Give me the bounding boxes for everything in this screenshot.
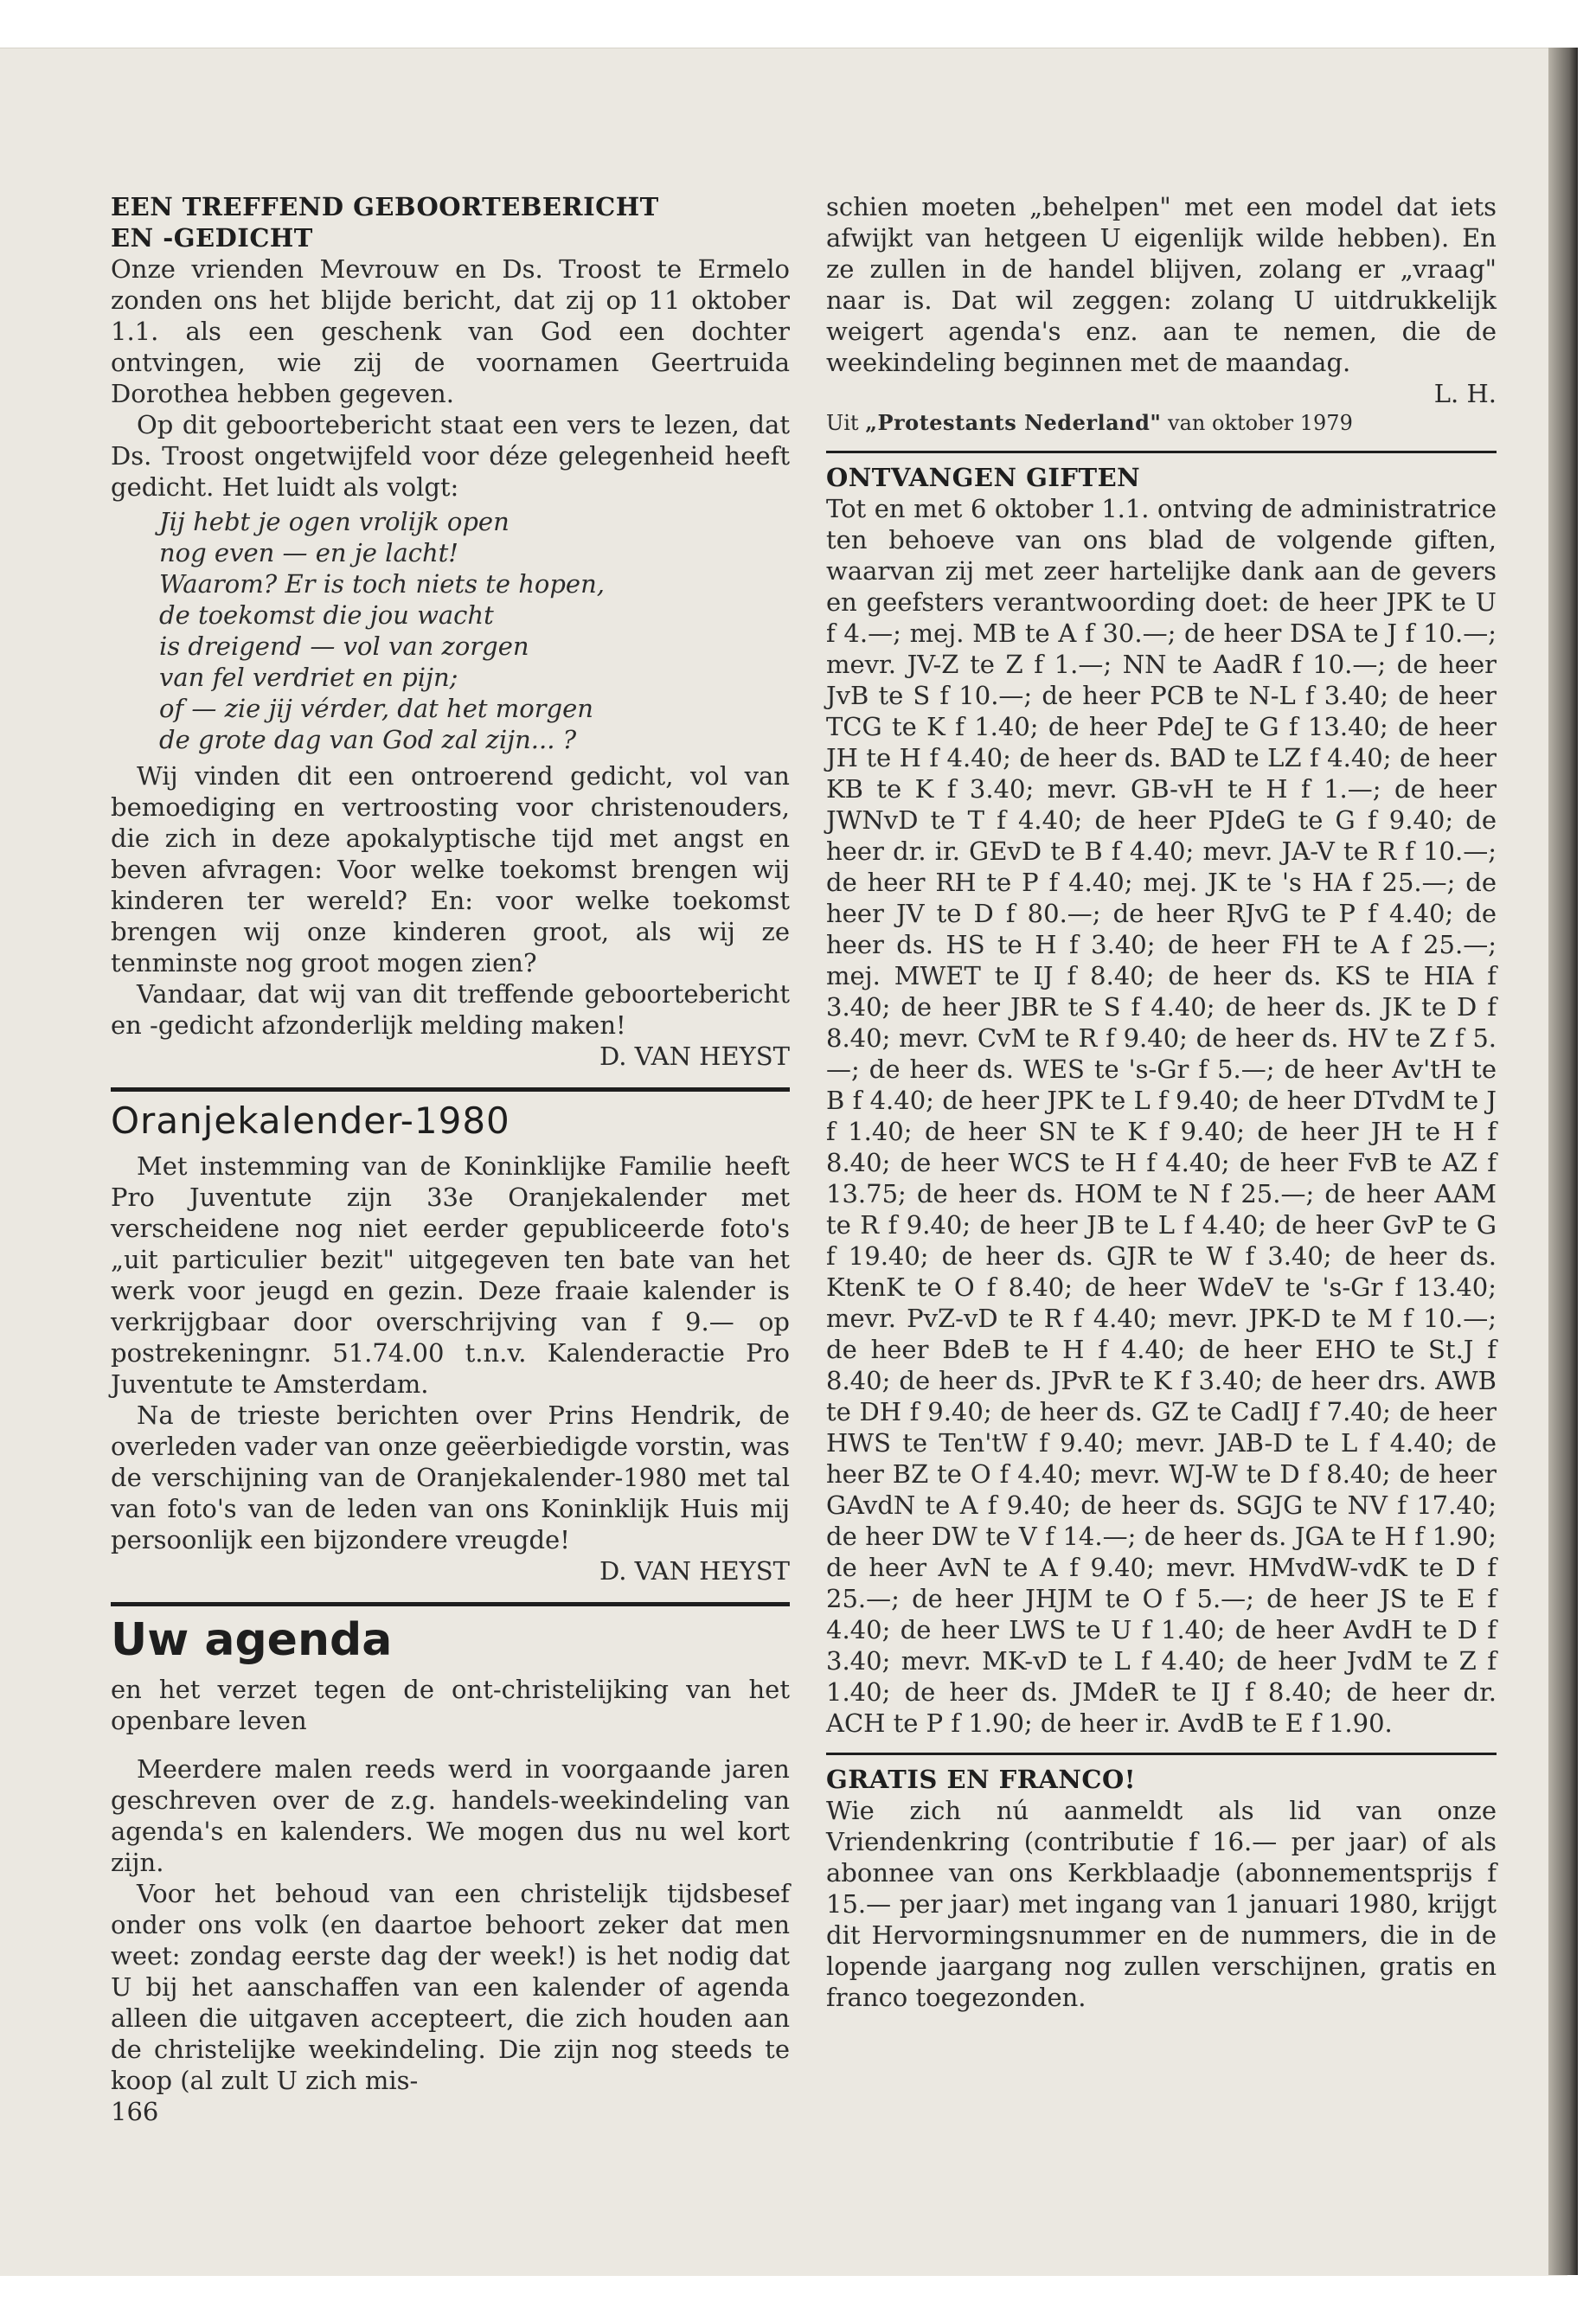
- birth-poem: [159, 506, 790, 755]
- giften-body: Tot en met 6 oktober 1.1. ontving de administratrice ten behoeve van ons blad de volgende giften, waarvan zij met zeer hartelijke dank aan de gevers en geefsters verantwoording doet: de heer JPK te U f 4.—; mej. MB te A f 30.—; de heer DSA te J f 10.—; mevr. JV-Z te Z f 1.—; NN te AadR f 10.—; de heer JvB te S f 10.—; de heer PCB te N-L f 3.40; de heer TCG te K f 1.40; de heer PdeJ te G f 13.40; de heer JH te H f 4.40; de heer ds. BAD te LZ f 4.40; de heer KB te K f 3.40; mevr. GB-vH te H f 1.—; de heer JWNvD te T f 4.40; de heer PJdeG te G f 9.40; de heer dr. ir. GEvD te B f 4.40; mevr. JA-V te R f 10.—; de heer RH te P f 4.40; mej. JK te 's HA f 25.—; de heer JV te D f 80.—; de heer RJvG te P f 4.40; de heer ds. HS te H f 3.40; de heer FH te A f 25.—; mej. MWET te IJ f 8.40; de heer ds. KS te HIA f 3.40; de heer JBR te S f 4.40; de heer ds. JK te D f 8.40; mevr. CvM te R f 9.40; de heer ds. HV te Z f 5.—; de heer ds. WES te 's-Gr f 5.—; de heer Av'tH te B f 4.40; de heer JPK te L f 9.40; de heer DTvdM te J f 1.40; de heer SN te K f 9.40; de heer JH te H f 8.40; de heer WCS te H f 4.40; de heer FvB te AZ f 13.75; de heer ds. HOM te N f 25.—; de heer AAM te R f 9.40; de heer JB te L f 4.40; de heer GvP te G f 19.40; de heer ds. GJR te W f 3.40; de heer ds. KtenK te O f 8.40; de heer WdeV te 's-Gr f 13.40; mevr. PvZ-vD te R f 4.40; mevr. JPK-D te M f 10.—; de heer BdeB te H f 4.40; de heer EHO te St.J f 8.40; de heer ds. JPvR te K f 3.40; de heer drs. AWB te DH f 9.40; de heer ds. GZ te CadIJ f 7.40; de heer HWS te Ten'tW f 9.40; mevr. JAB-D te L f 4.40; de heer BZ te O f 4.40; mevr. WJ-W te D f 8.40; de heer GAvdN te A f 9.40; de heer ds. SGJG te NV f 17.40; de heer DW te V f 14.—; de heer ds. JGA te H f 1.90; de heer AvN te A f 9.40; mevr. HMvdW-vdK te D f 25.—; de heer JHJM te O f 5.—; de heer JS te E f 4.40; de heer LWS te U f 1.40; de heer AvdH te D f 3.40; mevr. MK-vD te L f 4.40; de heer JvdM te Z f 1.40; de heer ds. JMdeR te IJ f 8.40; de heer dr. ACH te P f 1.90; de heer ir. AvdB te E f 1.90.: [826, 494, 1497, 1738]
- section-divider: [826, 451, 1497, 453]
- page-edge: [1578, 48, 1596, 2275]
- poem-line: of — zie jij vérder, dat het morgen: [159, 694, 593, 723]
- article-agenda-continued: [826, 191, 1497, 437]
- birth-paragraph-4: Vandaar, dat wij van dit treffende geboortebericht en -gedicht afzonderlijk melding maken!: [111, 979, 790, 1040]
- magazine-page: [0, 48, 1567, 2276]
- article-agenda: [111, 1613, 790, 2096]
- agenda-paragraph-1: Meerdere malen reeds werd in voorgaande jaren geschreven over de z.g. handels-weekindeling van agenda's en kalenders. We mogen dus nu wel kort zijn.: [111, 1754, 790, 1877]
- section-divider: [826, 1753, 1497, 1755]
- birth-paragraph-3: Wij vinden dit een ontroerend gedicht, vol van bemoediging en vertroosting voor christenouders, die zich in deze apokalyptische tijd met angst en beven afvragen: Voor welke toekomst brengen wij kinderen ter wereld? En: voor welke toekomst brengen wij onze kinderen groot, als wij ze tenminste nog groot mogen zien?: [111, 761, 790, 977]
- right-column: [826, 191, 1497, 2013]
- kalender-paragraph-2: Na de trieste berichten over Prins Hendrik, de overleden vader van onze geëerbiedigde vorstin, was de verschijning van de Oranjekalender-1980 met tal van foto's van de leden van ons Koninklijk Huis mij persoonlijk een bijzondere vreugde!: [111, 1400, 790, 1554]
- source-prefix: Uit: [826, 411, 859, 435]
- kalender-paragraph-1: Met instemming van de Koninklijke Familie heeft Pro Juventute zijn 33e Oranjekalender met verscheidene nog niet eerder gepubliceerde foto's „uit particulier bezit" uitgegeven ten bate van het werk voor jeugd en gezin. Deze fraaie kalender is verkrijgbaar door overschrijving van f 9.— op postrekeningnr. 51.74.00 t.n.v. Kalenderactie Pro Juventute te Amsterdam.: [111, 1151, 790, 1399]
- section-divider: [111, 1602, 790, 1606]
- agenda-source: [826, 409, 1497, 437]
- kalender-heading: Oranjekalender-1980: [111, 1099, 510, 1142]
- gratis-heading: GRATIS EN FRANCO!: [826, 1765, 1136, 1794]
- section-divider: [111, 1087, 790, 1092]
- source-name: „Protestants Nederland": [865, 410, 1162, 435]
- birth-signature: D. VAN HEYST: [599, 1042, 790, 1071]
- book-spine-shadow: [1548, 48, 1578, 2275]
- agenda-initials: L. H.: [1433, 379, 1497, 408]
- poem-line: nog even — en je lacht!: [159, 538, 458, 567]
- birth-paragraph-2: Op dit geboortebericht staat een vers te lezen, dat Ds. Troost ongetwijfeld voor déze gelegenheid heeft gedicht. Het luidt als volgt:: [111, 410, 790, 502]
- gratis-body: Wie zich nú aanmeldt als lid van onze Vriendenkring (contributie f 16.— per jaar) of als abonnee van ons Kerkblaadje (abonnementsprijs f 15.— per jaar) met ingang van 1 januari 1980, krijgt dit Hervormingsnummer en de nummers, die in de lopende jaargang nog zullen verschijnen, gratis en franco toegezonden.: [826, 1796, 1497, 2012]
- poem-line: de grote dag van God zal zijn... ?: [159, 725, 577, 754]
- poem-line: de toekomst die jou wacht: [159, 600, 494, 630]
- source-suffix: van oktober 1979: [1168, 411, 1353, 435]
- kalender-signature: D. VAN HEYST: [599, 1556, 790, 1586]
- article-ontvangen-giften: [826, 462, 1497, 1739]
- birth-heading-line2: EN -GEDICHT: [111, 223, 313, 253]
- poem-line: is dreigend — vol van zorgen: [159, 631, 529, 661]
- birth-heading-line1: EEN TREFFEND GEBOORTEBERICHT: [111, 192, 659, 221]
- article-oranjekalender: [111, 1099, 790, 1586]
- poem-line: Waarom? Er is toch niets te hopen,: [159, 569, 605, 599]
- giften-heading: ONTVANGEN GIFTEN: [826, 463, 1141, 492]
- agenda-subheading: en het verzet tegen de ont-christelijking van het openbare leven: [111, 1675, 790, 1735]
- poem-line: van fel verdriet en pijn;: [159, 663, 458, 692]
- agenda-heading: Uw agenda: [111, 1614, 393, 1666]
- birth-paragraph-1: Onze vrienden Mevrouw en Ds. Troost te Ermelo zonden ons het blijde bericht, dat zij op 11 oktober 1.1. als een geschenk van God een dochter ontvingen, wie zij de voornamen Geertruida Dorothea hebben gegeven.: [111, 254, 790, 408]
- article-gratis-en-franco: [826, 1764, 1497, 2013]
- agenda-paragraph-2: Voor het behoud van een christelijk tijdsbesef onder ons volk (en daartoe behoort zeker dat men weet: zondag eerste dag der week!) is het nodig dat U bij het aanschaffen van een kalender of agenda alleen die uitgaven accepteert, die zich houden aan de christelijke weekindeling. Die zijn nog steeds te koop (al zult U zich mis-: [111, 1879, 790, 2095]
- article-birth-announcement: [111, 191, 790, 1072]
- page-number: 166: [111, 2097, 159, 2126]
- poem-line: Jij hebt je ogen vrolijk open: [159, 507, 510, 536]
- left-column: [111, 191, 790, 2127]
- agenda-continuation: schien moeten „behelpen" met een model dat iets afwijkt van hetgeen U eigenlijk wilde hebben). En ze zullen in de handel blijven, zolang er „vraag" naar is. Dat wil zeggen: zolang U uitdrukkelijk weigert agenda's enz. aan te nemen, die de weekindeling beginnen met de maandag.: [826, 192, 1497, 377]
